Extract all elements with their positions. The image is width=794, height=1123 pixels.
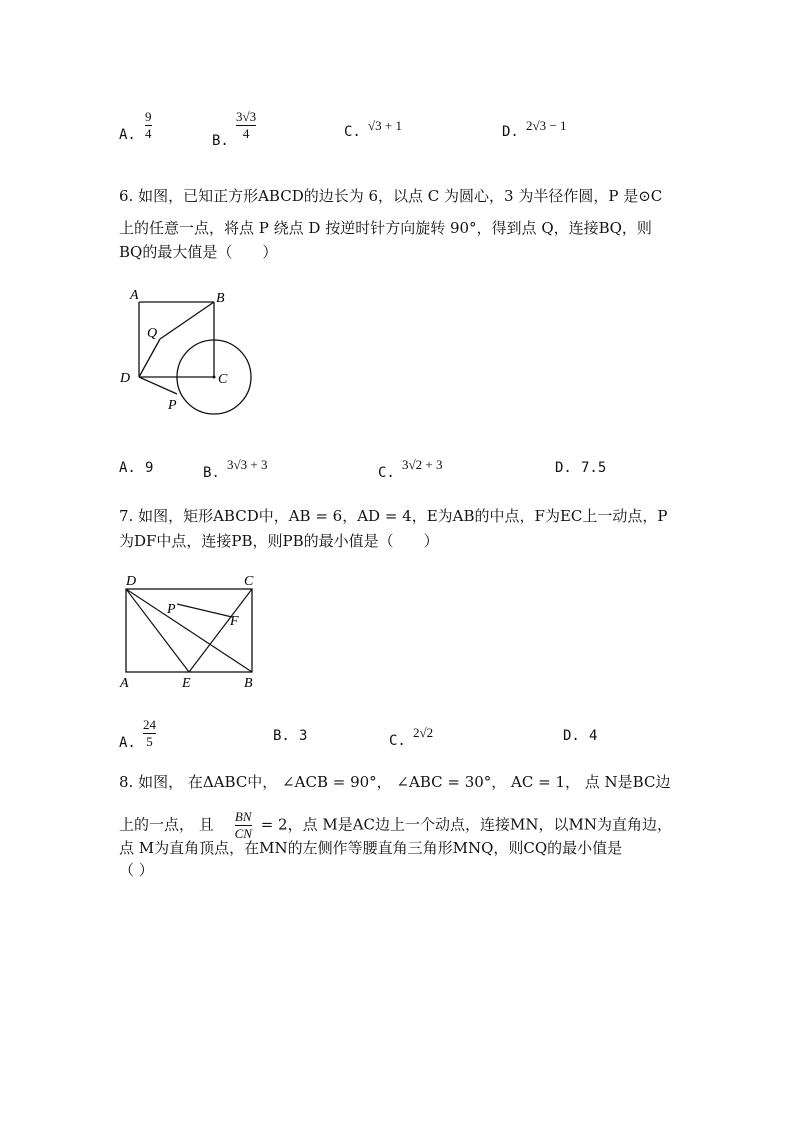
q7-option-a-fraction (143, 718, 156, 749)
q6-option-b-letter: B. (203, 465, 220, 481)
q8-line-4: （ ） (119, 861, 154, 879)
q7-option-b-expr: 3 (299, 728, 308, 744)
q7-label-a: A (120, 676, 129, 691)
q7-option-d-expr: 4 (589, 728, 598, 744)
q6-label-b: B (216, 291, 225, 306)
q6-option-c-letter: C. (378, 465, 395, 481)
q6-line-3: BQ的最大值是（ ） (119, 243, 278, 261)
q6-option-b-expr: 3√3 + 3 (227, 457, 268, 472)
q5-option-c-expr: √3 + 1 (368, 118, 402, 133)
q6-option-a-letter: A. (119, 460, 136, 476)
q6-label-c: C (218, 372, 228, 387)
q7-option-d-letter: D. (563, 728, 580, 744)
q8-line-2-start: 上的一点， 且 (119, 815, 214, 834)
q5-option-a-num: 9 (145, 109, 152, 124)
q6-label-p: P (168, 398, 177, 413)
q6-label-a: A (130, 288, 139, 303)
q5-option-c-letter: C. (344, 124, 361, 140)
q7-line-2: 为DF中点，连接PB，则PB的最小值是（ ） (119, 532, 439, 550)
q5-option-b-letter: B. (212, 133, 229, 149)
q7-label-p: P (167, 602, 176, 617)
q7-option-c-expr: 2√2 (413, 725, 434, 740)
q7-figure (110, 570, 270, 695)
q5-option-b-num: 3√3 (236, 109, 257, 124)
q7-line-1: 7. 如图，矩形ABCD中，AB = 6，AD = 4，E为AB的中点，F为EC上一动点，P (119, 507, 668, 525)
q8-line-3: 点 M为直角顶点，在MN的左侧作等腰直角三角形MNQ，则CQ的最小值是 (119, 839, 623, 857)
q7-option-b-letter: B. (273, 728, 290, 744)
q5-option-a-letter: A. (119, 127, 136, 143)
q7-option-a-num: 24 (143, 717, 156, 732)
q8-fraction-den: CN (234, 826, 252, 841)
q6-option-d-letter: D. (555, 460, 572, 476)
q6-line-1: 6. 如图，已知正方形ABCD的边长为 6，以点 C 为圆心，3 为半径作圆，P 是⊙C (119, 187, 663, 205)
q7-label-e: E (182, 676, 191, 691)
q8-line-1: 8. 如图， 在ΔABC中， ∠ACB = 90°， ∠ABC = 30°， AC = 1， 点 N是BC边 (119, 773, 671, 791)
q8-fraction (235, 810, 252, 841)
q5-option-b-den: 4 (242, 126, 250, 141)
q8-line-2 (119, 810, 672, 841)
q8-fraction-num: BN (234, 809, 252, 824)
q7-label-d: D (126, 574, 137, 589)
q7-label-c: C (244, 574, 254, 589)
q7-label-f: F (230, 614, 239, 629)
q5-option-b-fraction (236, 110, 256, 141)
q6-line-2: 上的任意一点，将点 P 绕点 D 按逆时针方向旋转 90°，得到点 Q，连接BQ，则 (119, 219, 652, 237)
q6-option-a-expr: 9 (145, 460, 154, 476)
q8-line-2-end: = 2，点 M是AC边上一个动点，连接MN，以MN为直角边， (260, 815, 672, 834)
q7-option-c-letter: C. (389, 733, 406, 749)
q6-figure (110, 285, 270, 420)
q5-option-a-fraction (145, 110, 152, 141)
q7-label-b: B (244, 676, 253, 691)
q6-option-d-expr: 7.5 (581, 460, 607, 476)
q5-option-d-letter: D. (502, 124, 519, 140)
q7-option-a-letter: A. (119, 735, 136, 751)
q7-option-a-den: 5 (146, 734, 153, 749)
q6-option-c-expr: 3√2 + 3 (402, 457, 443, 472)
q6-label-q: Q (147, 326, 158, 341)
q5-option-d-expr: 2√3 − 1 (526, 118, 567, 133)
q6-label-d: D (120, 371, 131, 386)
q5-option-a-den: 4 (145, 126, 152, 141)
